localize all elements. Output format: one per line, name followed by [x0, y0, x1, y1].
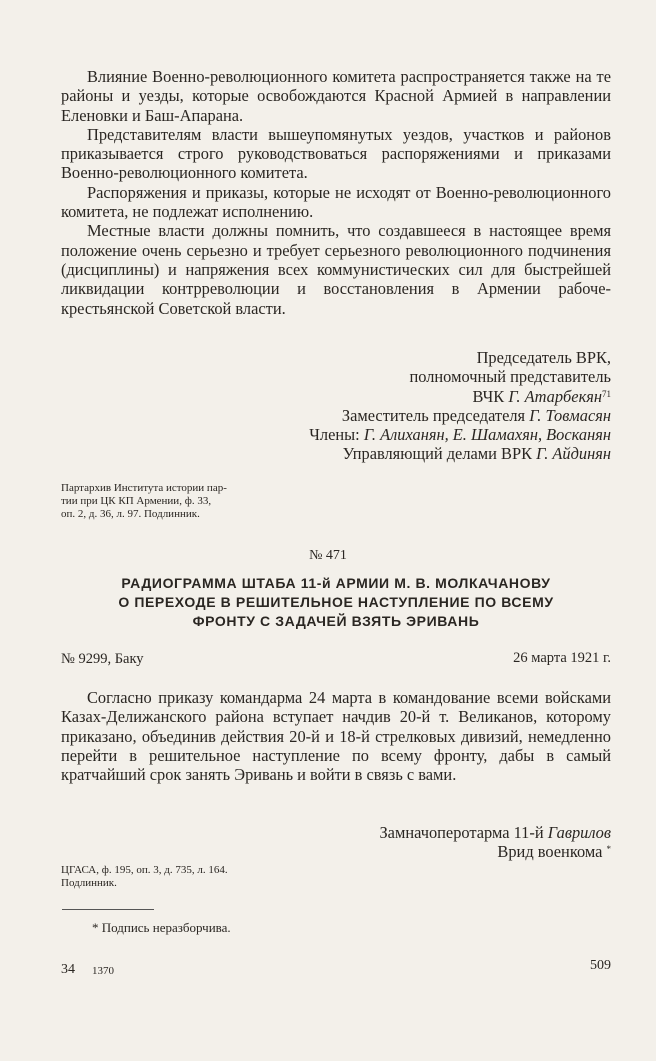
signatory-name: Г. Айдинян: [536, 444, 611, 464]
page-number: 509: [590, 958, 611, 973]
source-line: Подлинник.: [61, 877, 117, 889]
paragraph: Влияние Военно-революционного комитета распространяется также на те районы и уезды, которые освобождаются Красной Армией в направлении Еленовки и Баш-Апарана.: [61, 67, 611, 125]
dispatch-date: 26 марта 1921 г.: [513, 650, 611, 666]
signature-block: [309, 348, 611, 464]
paragraph: Местные власти должны помнить, что создавшееся в настоящее время положение очень серьезно и требует серьезного революционного подчинения (дисциплины) и напряжения всех коммунистических сил для быстрейшей ликвидации контрреволюции и восстановления в Армении рабоче-крестьянской Советской власти.: [61, 221, 611, 318]
signature-title: Члены:: [309, 425, 360, 445]
signature-title: Управляющий делами ВРК: [342, 444, 533, 464]
signature-title: Заместитель председателя: [341, 405, 526, 425]
heading-line: О ПЕРЕХОДЕ В РЕШИТЕЛЬНОЕ НАСТУПЛЕНИЕ ПО ВСЕМУ: [118, 594, 554, 610]
heading-line: РАДИОГРАММА ШТАБА 11-й АРМИИ М. В. МОЛКАЧАНОВУ: [121, 575, 551, 591]
heading-line: ФРОНТУ С ЗАДАЧЕЙ ВЗЯТЬ ЭРИВАНЬ: [192, 613, 480, 629]
document-number: № 471: [309, 548, 347, 563]
signatory-name: Г. Атарбекян: [508, 386, 602, 406]
signatory-name: Г. Алиханян, Е. Шамахян, Восканян: [363, 425, 611, 445]
footnote-divider: [62, 909, 154, 910]
archive-source: [61, 864, 228, 890]
source-line: тии при ЦК КП Армении, ф. 33,: [61, 495, 212, 507]
paragraph: Согласно приказу командарма 24 марта в командование всеми войсками Казах-Делижанского района вступает начдив 20-й т. Великанов, которому приказано, объединив действия 20-й и 18-й стрелковых дивизий, немедленно перейти в решительное наступление по всему фронту, дабы в самый кратчайший срок занять Эривань и войти в связь с вами.: [61, 688, 611, 785]
source-line: оп. 2, д. 36, л. 97. Подлинник.: [61, 508, 200, 520]
signature-line: Председатель ВРК,: [476, 348, 611, 367]
archive-source: [61, 482, 227, 521]
radiogram-text: [61, 688, 611, 784]
source-line: Партархив Института истории пар-: [61, 482, 227, 494]
signature-line: [309, 425, 611, 444]
signature-title: Врид военкома: [497, 842, 603, 862]
source-line: ЦГАСА, ф. 195, оп. 3, д. 735, л. 164.: [61, 864, 228, 876]
signatory-name: Гаврилов: [547, 823, 611, 842]
signature-block: [379, 823, 611, 862]
signature-line: полномочный представитель: [409, 367, 611, 387]
signature-title: Замначоперотарма 11-й: [379, 823, 544, 842]
dispatch-number: № 9299, Баку: [61, 651, 144, 667]
signature-line: [309, 444, 611, 463]
paragraph: Распоряжения и приказы, которые не исходят от Военно-революционного комитета, не подлежат исполнению.: [61, 182, 611, 222]
footnote: * Подпись неразборчива.: [92, 920, 231, 935]
paragraph: Представителям власти вышеупомянутых уездов, участков и районов приказывается строго руководствоваться распоряжениями и приказами Военно-революционного комитета.: [61, 124, 611, 183]
print-code: 1370: [92, 965, 114, 977]
signature-mark: 34: [61, 962, 75, 977]
signatory-name: Г. Товмасян: [529, 405, 611, 425]
signature-line: [379, 823, 611, 842]
decree-text: [61, 67, 611, 318]
document-heading: [61, 574, 611, 631]
signature-line: [309, 406, 611, 425]
footnote-ref: *: [606, 844, 611, 855]
signature-title: ВЧК: [472, 386, 505, 406]
signature-line: [309, 387, 611, 406]
signature-line: [379, 842, 611, 861]
footnote-ref: 71: [602, 388, 611, 399]
